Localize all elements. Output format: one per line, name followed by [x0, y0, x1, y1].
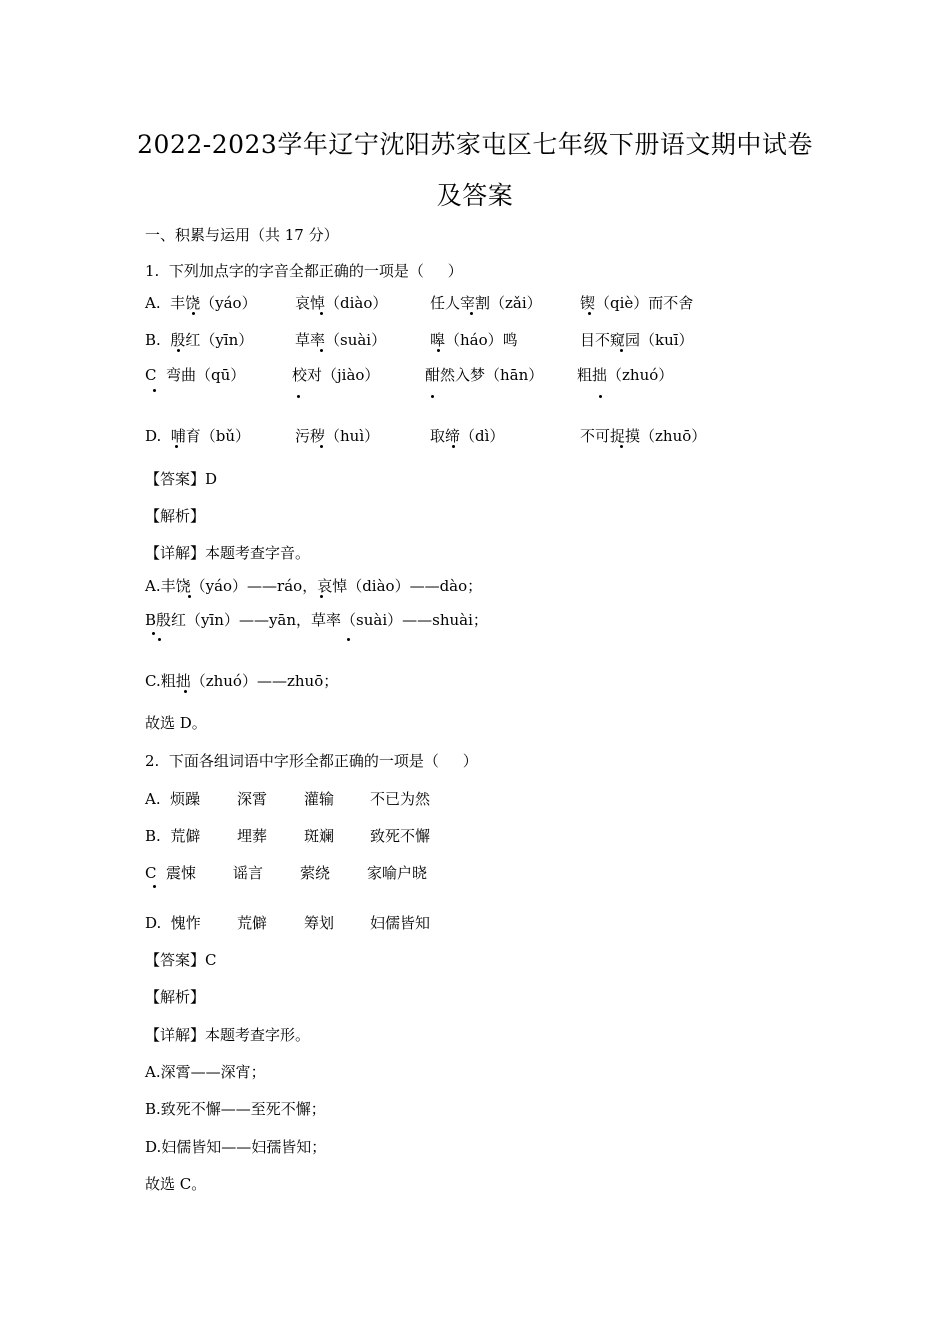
- q2-explanation-a: A.深霄——深宵；: [145, 1063, 266, 1081]
- q1-option-c-3: 酣然入梦（hān）: [425, 366, 544, 384]
- q1-explanation-b: B殷红（yīn）——yān，草率（suài）——shuài；: [145, 611, 488, 629]
- emphasis-dot: [620, 349, 623, 352]
- emphasis-dot: [192, 312, 195, 315]
- document-title-line2: 及答案: [436, 181, 514, 210]
- q2-option-d-3: 筹划: [304, 914, 335, 932]
- emphasis-dot: [620, 445, 623, 448]
- emphasis-dot: [175, 445, 178, 448]
- emphasis-dot: [320, 312, 323, 315]
- q2-analysis-heading: 【解析】: [145, 988, 206, 1006]
- q2-choice: 故选 C。: [145, 1175, 207, 1193]
- emphasis-dot: [188, 595, 191, 598]
- q1-explanation-c: C.粗拙（zhuó）——zhuō；: [145, 672, 339, 690]
- q1-analysis-heading: 【解析】: [145, 507, 206, 525]
- emphasis-dot: [184, 690, 187, 693]
- q2-detail: 【详解】本题考查字形。: [145, 1026, 311, 1044]
- emphasis-dot: [158, 638, 161, 641]
- q1-answer: 【答案】D: [145, 470, 218, 488]
- q1-option-a-3: 任人宰割（zǎi）: [430, 294, 542, 312]
- q1-stem: 1. 下列加点字的字音全都正确的一项是（ ）: [145, 262, 463, 280]
- q1-detail: 【详解】本题考查字音。: [145, 544, 311, 562]
- q1-option-a-1: A. 丰饶（yáo）: [145, 294, 257, 312]
- q1-option-d-3: 取缔（dì）: [430, 427, 505, 445]
- q2-option-c-1: C 震悚: [145, 864, 197, 882]
- q2-option-a-4: 不已为然: [370, 790, 431, 808]
- q2-option-a-1: A. 烦躁: [145, 790, 201, 808]
- q2-option-d-4: 妇儒皆知: [370, 914, 431, 932]
- q1-option-b-4: 目不窥园（kuī）: [580, 331, 694, 349]
- q2-stem: 2. 下面各组词语中字形全都正确的一项是（ ）: [145, 752, 478, 770]
- q2-option-d-2: 荒僻: [237, 914, 268, 932]
- q1-option-d-1: D. 哺育（bǔ）: [145, 427, 251, 445]
- q2-option-a-2: 深霄: [237, 790, 268, 808]
- q1-option-c-1: C 弯曲（qū）: [145, 366, 246, 384]
- q2-option-b-2: 埋葬: [237, 827, 268, 845]
- q1-option-d-2: 污秽（huì）: [295, 427, 380, 445]
- q1-option-b-1: B. 殷红（yīn）: [145, 331, 254, 349]
- q2-option-a-3: 灌输: [304, 790, 335, 808]
- q2-option-c-4: 家喻户晓: [367, 864, 428, 882]
- emphasis-dot: [177, 349, 180, 352]
- q2-option-d-1: D. 愧怍: [145, 914, 201, 932]
- emphasis-dot: [320, 445, 323, 448]
- q1-option-a-4: 锲（qiè）而不舍: [580, 294, 694, 312]
- q2-explanation-b: B.致死不懈——至死不懈；: [145, 1100, 326, 1118]
- q2-option-b-3: 斑斓: [304, 827, 335, 845]
- emphasis-dot: [588, 312, 591, 315]
- q1-option-a-2: 哀悼（diào）: [295, 294, 388, 312]
- emphasis-dot: [470, 312, 473, 315]
- emphasis-dot: [153, 389, 156, 392]
- q2-option-c-3: 萦绕: [300, 864, 331, 882]
- q1-option-c-2: 校对（jiào）: [292, 366, 380, 384]
- emphasis-dot: [452, 445, 455, 448]
- emphasis-dot: [153, 885, 156, 888]
- emphasis-dot: [347, 638, 350, 641]
- q1-option-b-2: 草率（suài）: [295, 331, 387, 349]
- q2-option-c-2: 谣言: [233, 864, 264, 882]
- emphasis-dot: [431, 395, 434, 398]
- emphasis-dot: [320, 349, 323, 352]
- document-title-line1: 2022-2023学年辽宁沈阳苏家屯区七年级下册语文期中试卷: [137, 130, 813, 159]
- q2-answer: 【答案】C: [145, 951, 217, 969]
- q1-choice: 故选 D。: [145, 714, 207, 732]
- q1-explanation-a: A.丰饶（yáo）——ráo，哀悼（diào）——dào；: [145, 577, 483, 595]
- q2-option-b-4: 致死不懈: [370, 827, 431, 845]
- section-heading: 一、积累与运用（共 17 分）: [145, 226, 339, 244]
- emphasis-dot: [599, 395, 602, 398]
- q1-option-d-4: 不可捉摸（zhuō）: [580, 427, 707, 445]
- q2-option-b-1: B. 荒僻: [145, 827, 201, 845]
- emphasis-dot: [320, 595, 323, 598]
- q2-explanation-d: D.妇儒皆知——妇孺皆知；: [145, 1138, 327, 1156]
- q1-option-c-4: 粗拙（zhuó）: [577, 366, 674, 384]
- q1-option-b-3: 嗥（háo）鸣: [430, 331, 518, 349]
- emphasis-dot: [437, 349, 440, 352]
- emphasis-dot: [152, 632, 155, 635]
- emphasis-dot: [297, 395, 300, 398]
